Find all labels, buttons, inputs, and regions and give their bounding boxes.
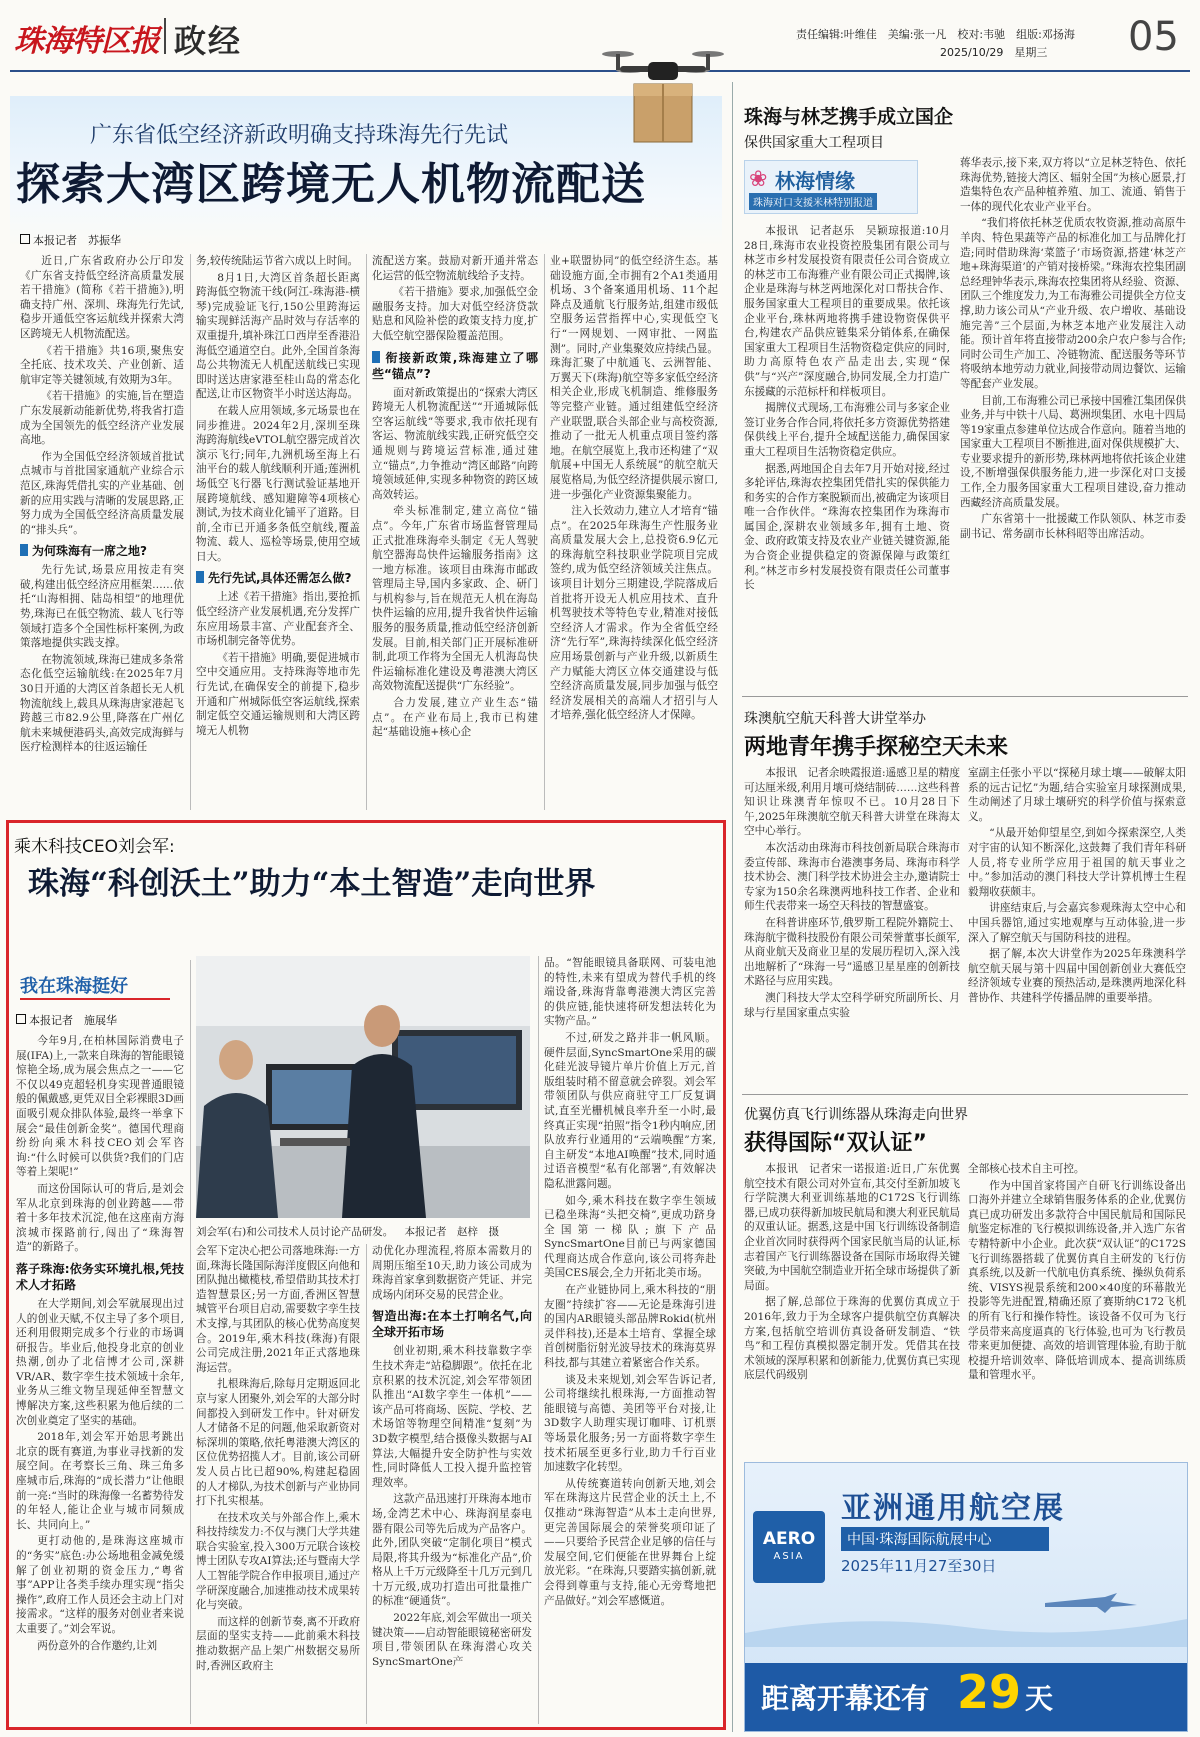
ad-dates: 2025年11月27至30日: [841, 1557, 997, 1575]
masthead-divider: [164, 18, 166, 54]
feature-col-4: [544, 956, 716, 1724]
lz-col-2: [960, 156, 1186, 688]
feature-paragraph: 会军下定决心把公司落地珠海:一方面,珠海长隆国际海洋度假区向他和团队抛出橄榄枝,希望借助其技术打造智慧景区;另一方面,香洲区智慧城管平台项目启动,需要数字孪生技术支撑,与其团队的核心优势高度契合。2019年,乘木科技(珠海)有限公司完成注册,2021年正式落地珠海运营。: [196, 1245, 360, 1374]
section-rule: [742, 1094, 1188, 1095]
feature-paragraph: 创业初期,乘木科技靠数字孪生技术奔走“站稳脚跟”。依托在北京积累的技术沉淀,刘会军带领团队推出“AI数字孪生一体机”——该产品可将商场、医院、学校、艺术场馆等物理空间精准“复刻”为3D数字模型,结合摄像头数据与AI算法,大幅提升安全防护性与实效性,同时降低人工投入提升监控管理效率。: [372, 1345, 532, 1489]
lead-paragraph: 注入长效动力,建立人才培育“锚点”。在2025年珠海生产性服务业高质量发展大会上,总投资6.9亿元的珠海航空科技职业学院项目完成签约,成为低空经济领域关注焦点。该项目计划分三期建设,学院落成后首批将开设无人机应用技术、直升机驾驶技术等特色专业,精准对接低空经济人才需求。作为全省低空经济“先行军”,珠海持续深化低空经济应用场景创新与产业升级,以新质生产力赋能大湾区立体交通建设与低空经济高质量发展,同步加强与低空经济发展相关的高端人才招引与人才培养,强化低空经济人才保障。: [550, 505, 718, 722]
lz-badge-sub: 珠海对口支援米林特别报道: [749, 193, 877, 210]
lead-col-4: [550, 254, 718, 810]
space-paragraph: 讲座结束后,与会嘉宾参观珠海太空中心和中国兵器馆,通过实地观摩与互动体验,进一步深入了解空航天与国防科技的进程。: [968, 902, 1186, 944]
space-title: 两地青年携手探秘空天未来: [744, 735, 1009, 760]
byline-box-icon: [16, 1014, 26, 1024]
lz-series-badge: [744, 160, 918, 214]
lead-paragraph: 合力发展,建立产业生态“锚点”。在产业布局上,我市已构建起“基础设施+核心企: [372, 697, 538, 739]
lead-subhead-3-text: 衔接新政策,珠海建立了哪些“锚点”?: [372, 350, 538, 381]
feature-paragraph: 2018年,刘会军开始思考跳出北京的既有赛道,为事业寻找新的发展空间。在考察长三角、珠三角多座城市后,珠海的“成长潜力”让他眼前一亮:“当时的珠海像一名蓄势待发的年轻人,能让企业与城市同频成长、共同向上。”: [16, 1431, 184, 1531]
flower-icon: ❀: [749, 167, 768, 192]
column-rule: [190, 254, 191, 810]
feature-paragraph: 在产业链协同上,乘木科技的“朋友圈”持续扩容——无论是珠海引进的国内AR眼镜头部品牌Rokid(杭州灵伴科技),还是本土培育、掌握全球首创树脂衍射光波导技术的珠海莫界科技,都与其建立着紧密合作关系。: [544, 1284, 716, 1370]
column-rule: [544, 254, 545, 810]
feature-col-3: [372, 1244, 532, 1724]
subhead-marker-icon: [20, 544, 28, 556]
lead-paragraph: 务,较传统陆运节省六成以上时间。: [196, 255, 359, 267]
countdown-days: 29: [957, 1665, 1022, 1719]
lead-paragraph: 《若干措施》的实施,旨在塑造广东发展新动能新优势,将我省打造成为全国领先的低空经济产业发展高地。: [20, 390, 184, 447]
lead-byline: [20, 232, 121, 248]
newspaper-logo: 珠海特区报: [14, 24, 159, 59]
lead-paragraph: 面对新政策提出的“探索大湾区跨境无人机物流配送”“开通城际低空客运航线”等要求,我市依托现有客运、物流航线实践,正研究低空交通规则与跨境运营标准,通过建立“锚点”,力争推动“湾区邮路”向跨境领域延伸,实现多种物资的跨区域高效转运。: [372, 386, 538, 501]
ad-title: 亚洲通用航空展: [841, 1491, 1065, 1526]
lead-col-3: [372, 254, 538, 810]
feature-paragraph: 扎根珠海后,除每月定期返回北京与家人团聚外,刘会军的大部分时间都投入到研发工作中。针对研发人才储备不足的问题,他采取新资对标深圳的策略,依托粤港澳大湾区的区位优势招揽人才。目前,该公司研发人员占比已超90%,构建起稳固的人才梯队,为技术创新与产业协同打下扎实根基。: [196, 1378, 360, 1508]
aero-logo-sub: ASIA: [773, 1551, 805, 1562]
airshow-ad[interactable]: [744, 1462, 1188, 1732]
space-col-1: [744, 766, 960, 1088]
subhead-marker-icon: [372, 351, 380, 363]
lz-paragraph: 广东省第十一批援藏工作队领队、林芝市委副书记、常务副市长林科昭等出席活动。: [960, 513, 1186, 540]
lead-byline-text: 本报记者 苏振华: [33, 234, 121, 247]
feature-paragraph: 在大学期间,刘会军就展现出过人的创业天赋,不仅主导了多个项目,还利用假期完成多个行业的市场调研报告。毕业后,他投身北京的创业热潮,创办了北信博才公司,深耕VR/AR、数字孪生技术领域十余年,业务从三维文物呈现延伸至智慧文博解决方案,这些积累为他后续的二次创业奠定了坚实的基础。: [16, 1297, 184, 1427]
lead-paragraph: 先行先试,场景应用按走有突破,构建出低空经济应用框架……依托“山海相拥、陆岛相望”的地理优势,珠海已在低空物流、载人飞行等领域打造多个全国性标杆案例,为政策落地提供实践支撑。: [20, 564, 184, 650]
lead-subhead-1-text: 为何珠海有一席之地?: [32, 544, 147, 559]
space-paragraph: “从最开始仰望星空,到如今探索深空,人类对宇宙的认知不断深化,这鼓舞了我们青年科研人员,将专业所学应用于祖国的航天事业之中。”参加活动的澳门科技大学计算机博士生程毅翔收获颇丰。: [968, 827, 1186, 898]
space-paragraph: 本次活动由珠海市科技创新局联合珠海市委宣传部、珠海市台港澳事务局、珠海市科学技术协会、澳门科学技术协进会主办,邀请院士专家为150余名珠澳两地科技工作者、企业和师生代表带来一场空天科技的智慧盛宴。: [744, 841, 960, 913]
lead-paragraph: 《若干措施》共16项,聚焦安全托底、技术攻关、产业创新、适航审定等关键领域,有效期为3年。: [20, 344, 184, 386]
sim-title: 获得国际“双认证”: [744, 1131, 927, 1156]
lz-title: 珠海与林芝携手成立国企: [744, 106, 954, 128]
space-paragraph: 室副主任张小平以“探秘月球土壤——破解太阳系的远古记忆”为题,结合实验室月球探测成果,生动阐述了月球土壤研究的科学价值与探索意义。: [968, 767, 1186, 823]
aero-asia-logo: [753, 1511, 825, 1583]
drone-illustration: [600, 40, 726, 160]
feature-paragraph: 这款产品迅速打开珠海本地市场,金湾艺术中心、珠海润星泰电器有限公司等先后成为产品客户。此外,团队突破“定制化项目”模式局限,将其升级为“标准化产品”,价格从上千万元级降至十几万元到几十万元级,成功打造出可批量推广的标准“硬通货”。: [372, 1493, 532, 1608]
right-column-rule: [732, 82, 733, 1732]
lead-paragraph: 8月1日,大湾区首条超长距离跨海低空物流干线(阿江-珠海港-横琴)完成验证飞行,150公里跨海运输实现鲜活海产品时效与存活率的双重提升,填补珠江口西岸至香港沿海低空通道空白。此外,全国首条海岛公共物流无人机配送航线已实现即时送达唐家港至桂山岛的常态化配送,让市区物资半小时送达海岛。: [196, 271, 360, 401]
sim-paragraph: 作为中国首家将国产自研飞行训练设备出口海外并建立全球销售服务体系的企业,优翼仿真已成功研发出多款符合中国民航局和国际民航鉴定标准的飞行模拟训练设备,并入选广东省专精特新中小企业。此次获“双认证”的C172S飞行训练器搭载了优翼仿真自主研发的飞行仿真系统,以及新一代航电仿真系统、操纵负荷系统、VISYS视景系统和200×40度的环幕散光投影等先进配置,精确还原了赛斯纳C172飞机的所有飞行和操作特性。该设备不仅可为飞行学员带来高度逼真的飞行体验,也可为飞行教员带来更加便捷、高效的培训管理体验,有助于航校提升培训效率、降低培训成本、提高训练质量和管理水平。: [968, 1179, 1186, 1382]
countdown-bar: [745, 1663, 1187, 1731]
lz-paragraph: 揭牌仪式现场,工布海雅公司与多家企业签订业务合作合同,将依托多方资源优势搭建保供线上平台,提升全域配送能力,确保国家重大工程项目生活物资稳定供应。: [744, 402, 950, 458]
lead-paragraph: 《若干措施》要求,加强低空金融服务支持。加大对低空经济贷款贴息和风险补偿的政策支持力度,扩大低空航空器保险覆盖范围。: [372, 286, 538, 342]
page-number: 05: [1128, 14, 1179, 60]
column-rule: [366, 254, 367, 810]
editors-credit: 责任编辑:叶维佳 美编:张一凡 校对:韦驰 组版:邓扬海: [796, 28, 1075, 41]
feature-paragraph: 如今,乘木科技在数字孪生领域已稳坐珠海“头把交椅”,更成功跻身全国第一梯队;旗下产品SyncSmartOne目前已与两家德国代理商达成合作意向,该公司将奔赴美国CES展会,全力开拓北美市场。: [544, 1194, 716, 1280]
feature-paragraph: 两份意外的合作邀约,让刘: [37, 1639, 158, 1652]
feature-headline: 珠海“科创沃土”助力“本土智造”走向世界: [28, 866, 596, 902]
lead-paragraph: 作为全国低空经济领域首批试点城市与首批国家通航产业综合示范区,珠海凭借扎实的产业基础、创新的应用实践与清晰的发展思路,正努力成为全国低空经济高质量发展的“排头兵”。: [20, 450, 184, 536]
lead-paragraph: 近日,广东省政府办公厅印发《广东省支持低空经济高质量发展若干措施》(简称《若干措施》),明确支持广州、深圳、珠海先行先试,稳步开通低空客运航线并探索大湾区跨境无人机物流配送。: [20, 255, 184, 340]
byline-box-icon: [20, 234, 30, 244]
feature-paragraph: 在技术攻关与外部合作上,乘木科技持续发力:不仅与澳门大学共建联合实验室,投入300万元联合该校博士团队专攻AI算法;还与暨南大学人工智能学院合作申报项目,通过产学研深度融合,加速推动技术成果转化与突破。: [196, 1511, 360, 1612]
feature-paragraph: 动优化办理流程,将原本需数月的周期压缩至10天,助力该公司成为珠海首家拿到数据资产凭证、并完成场内闭环交易的民营企业。: [372, 1245, 532, 1301]
sky-illustration: [745, 1583, 1187, 1647]
feature-paragraph: 而这份国际认可的背后,是刘会军从北京到珠海的创业跨越——带着十多年技术沉淀,他在这座南方海滨城市探路前行,闯出了“珠海智造”的新路子。: [16, 1182, 184, 1254]
lead-paragraph: 业+联盟协同”的低空经济生态。基础设施方面,全市拥有2个A1类通用机场、3个备案通用机场、11个起降点及通航飞行服务站,组建市级低空服务运营指挥中心,实现低空飞行“一网规划、一网审批、一网监测”。同时,产业集聚效应持续凸显。珠海汇聚了中航通飞、云洲智能、万翼天下(珠海)航空等多家低空经济相关企业,形成飞机制造、维修服务等完整产业链。通过组建低空经济产业联盟,联合头部企业与高校资源,推动了一批无人机重点项目签约落地。在航空展览上,我市还构建了“双航展+中国无人系统展”的航空航天展览格局,为低空经济提供展示窗口,进一步强化产业资源集聚能力。: [550, 255, 718, 501]
feature-paragraph: 品。“智能眼镜具备联网、可装电池的特性,未来有望成为替代手机的终端设备,珠海背靠粤港澳大湾区完善的供应链,能快速将研发想法转化为实物产品。”: [544, 957, 716, 1028]
column-rule: [538, 956, 539, 1724]
lz-paragraph: 据悉,两地国企自去年7月开始对接,经过多轮评估,珠海农控集团凭借扎实的保供能力和务实的合作方案脱颖而出,被确定为该项目唯一合作伙伴。“珠海农控集团作为珠海市属国企,深耕农业领域多年,拥有土地、资金、政府政策支持及农业产业链关键资源,能为合资企业提供稳定的资源保障与政策红利。”林芝市乡村发展投资有限责任公司董事长: [744, 462, 950, 592]
lz-badge-title: 林海情缘: [775, 169, 855, 193]
lz-paragraph: “我们将依托林芝优质农牧资源,推动高原牛羊肉、特色果蔬等产品的标准化加工与品牌化打造;同时借助珠海‘菜篮子’市场资源,搭建‘林芝产地+珠海渠道’的产销对接桥梁。”珠海农控集团副总经理钟华表示,珠海农控集团将从经验、资源、团队三个维度发力,为工布海雅公司提供全方位支撑,助力该公司从“产业升级、农户增收、基础设施完善”三个层面,为林芝本地产业发展注入动能。预计首年将直接带动200余户农户参与合作;同时公司生产加工、冷链物流、配送服务等环节将吸纳本地劳动力就业,间接带动周边餐饮、运输等配套产业发展。: [960, 217, 1186, 390]
ad-venue: 中国·珠海国际航展中心: [841, 1527, 1049, 1551]
lead-paragraph: 流配送方案。鼓励对新开通并常态化运营的低空物流航线给予支持。: [372, 255, 538, 282]
subhead-marker-icon: [196, 571, 204, 583]
section-title: 政经: [174, 22, 243, 60]
countdown-suffix: 天: [1025, 1682, 1054, 1715]
feature-paragraph: 今年9月,在柏林国际消费电子展(IFA)上,一款来自珠海的智能眼镜惊艳全场,成为展会焦点之一——它不仅以49克超轻机身实现普通眼镜般的佩戴感,更凭双目全彩裸眼3D画面吸引观众排队体验,最终一举拿下展会“最佳创新金奖”。德国代理商纷纷向乘木科技CEO刘会军咨询:“什么时候可以供货?我们的门店等着上架呢!”: [16, 1035, 184, 1179]
lz-paragraph: 本报讯 记者赵乐 吴颖琼报道:10月28日,珠海市农业投资控股集团有限公司与林芝市乡村发展投资有限责任公司合资成立的林芝市工布海雅产业有限公司正式揭牌,该企业是珠海与林芝两地深化对口帮扶合作、服务国家重大工程项目的重要成果。依托该企业平台,珠林两地将携手建设物资保供平台,构建农产品供应链集采分销体系,在确保国家重大工程项目生活物资稳定供应的同时,助力高原特色农产品走出去,实现“保供”与“兴产”深度融合,协同发展,全力打造广东援藏的示范标杆和样板项目。: [744, 225, 950, 398]
space-paragraph: 本报讯 记者余映霞报道:遥感卫星的精度可达厘米级,利用月壤可烧结制砖……这些科普知识让珠澳青年惊叹不已。10月28日下午,2025年珠澳航空航天科普大讲堂在珠海太空中心举行。: [744, 767, 960, 838]
sim-paragraph: 全部核心技术自主可控。: [968, 1163, 1085, 1175]
feature-kicker: 乘木科技CEO刘会军:: [14, 837, 175, 857]
column-tag-underline: [20, 998, 170, 1000]
feature-paragraph: 不过,研发之路并非一帆风顺。硬件层面,SyncSmartOne采用的碳化硅光波导镜片单片价值上万元,首版组装时稍不留意就会碎裂。刘会军带领团队与供应商驻守工厂反复调试,直至光栅机械良率升至一小时,最终真正实现“拍照”指令1秒内响应,团队放弃行业通用的“云端唤醒”方案,自主研发“本地AI唤醒”技术,同时通过语音模型“私有化部署”,有效解决隐私泄露问题。: [544, 1031, 716, 1190]
lead-paragraph: 《若干措施》明确,要促进城市空中交通应用。支持珠海等地市先行先试,在确保安全的前提下,稳步开通和广州城际低空客运航线,探索制定低空交通运输规则和大湾区跨境无人机物: [196, 651, 360, 737]
lead-col-2: [196, 254, 360, 810]
space-col-2: [968, 766, 1186, 1088]
space-kicker: 珠澳航空航天科普大讲堂举办: [744, 711, 926, 727]
lead-paragraph: 在载人应用领域,多元场景也在同步推进。2024年2月,深圳至珠海跨海航线eVTOL航空器完成首次演示飞行;同年,九洲机场至海上石油平台的载人航线顺利开通;莲洲机场低空飞行器飞行测试验证基地开展跨境航线、感知避障等4项核心测试,为技术商业化铺平了道路。目前,全市已开通多条低空航线,覆盖物流、载人、巡检等场景,使用空域日大。: [196, 404, 360, 563]
feature-paragraph: 而这样的创新节奏,离不开政府层面的坚实支持——此前乘木科技推动数据产品上架广州数据交易所时,香洲区政府主: [196, 1615, 360, 1672]
lead-paragraph: 牵头标准制定,建立高位“锚点”。今年,广东省市场监督管理局正式批准珠海牵头制定《无人驾驶航空器海岛快件运输服务指南》这一地方标准。该项目由珠海市邮政管理局主导,国内多家政、企、研门与机构参与,旨在规范无人机在海岛快件运输的应用,提升我省快件运输服务的服务质量,推动低空经济创新发展。目前,相关部门正开展标准研制,此项工作将为全国无人机海岛快件运输标准化建设及粤港澳大湾区高效物流配送提供“广东经验”。: [372, 505, 538, 693]
issue-date: 2025/10/29 星期三: [940, 46, 1048, 59]
feature-paragraph: 2022年底,刘会军做出一项关键决策——启动智能眼镜秘密研发项目,带领团队在珠海潜心攻关SyncSmartOne产: [372, 1612, 532, 1668]
feature-byline: [16, 1012, 117, 1028]
lz-paragraph: 蒋华表示,接下来,双方将以“立足林芝特色、依托珠海优势,链接大湾区、辐射全国”为核心愿景,打造集特色农产品种植养殖、加工、流通、销售于一体的现代化农业产业平台。: [960, 157, 1186, 213]
lead-subhead-2: [196, 570, 360, 586]
feature-paragraph: 从传统赛道转向创新天地,刘会军在珠海这片民营企业的沃土上,不仅推动“珠海智造”从本土走向世界,更完善国际展会的荣誉奖项印证了——只要给予民营企业足够的信任与发展空间,它们便能在世界舞台上绽放光彩。“在珠海,只要踏实搞创新,就会得到尊重与支持,能心无旁骛地把产品做好。”刘会军感慨道。: [544, 1477, 716, 1607]
space-paragraph: 澳门科技大学太空科学研究所副所长、月球与行星国家重点实验: [744, 991, 960, 1019]
lead-paragraph: 上述《若干措施》指出,要抢抓低空经济产业发展机遇,充分发挥广东应用场景丰富、产业配套齐全、市场机制完备等优势。: [196, 591, 360, 648]
sim-paragraph: 据了解,总部位于珠海的优翼仿真成立于2016年,致力于为全球客户提供航空仿真解决方案,包括航空培训仿真设备研发制造、“铁鸟”和工程仿真模拟器定制开发。凭借其在技术领域的深厚积累和创新能力,优翼仿真已实现底层代码级别: [744, 1296, 960, 1382]
lead-subhead-3: [372, 350, 538, 382]
lead-paragraph: 在物流领域,珠海已建成多条常态化低空运输航线:在2025年7月30日开通的大湾区首条超长无人机物流航线上,载具从珠海唐家港起飞跨越三市82.9公里,降落在广州亿航未来城便港码头,高效完成海鲜与医疗检测样本的往返运输任: [20, 653, 184, 754]
sim-paragraph: 本报讯 记者宋一诺报道:近日,广东优翼航空技术有限公司对外宣布,其交付至新加坡飞行学院澳大利亚训练基地的C172S飞行训练器,已成功获得新加坡民航局和澳大利亚民航局的双重认证。据悉,这是中国飞行训练设备制造企业首次同时获得两个国家民航当局的认证,标志着国产飞行训练器设备在国际市场取得关键突破,为中国航空制造业开拓全球市场提供了新局面。: [744, 1163, 960, 1292]
feature-paragraph: 更打动他的,是珠海这座城市的“务实”底色:办公场地租金减免缓解了创业初期的资金压力,“粤省事”APP让各类手续办理实现“指尖操作”,政府工作人员还会主动上门对接需求。“这样的服务对创业者来说太重要了。”刘会军说。: [16, 1535, 184, 1635]
feature-byline-text: 本报记者 施展华: [29, 1014, 117, 1027]
column-rule: [366, 1244, 367, 1724]
lz-col-1: [744, 224, 950, 688]
photo-caption: [196, 1224, 530, 1239]
lz-paragraph: 目前,工布海雅公司已承接中国雅江集团保供业务,并与中铁十八局、葛洲坝集团、水电十四局等19家重点参建单位达成合作意向。随着当地的国家重大工程项目不断推进,面对保供规模扩大、专业要求提升的新形势,珠林两地将依托该企业建设,不断增强保供服务能力,进一步深化对口支援工作,全力服务国家重大工程项目建设,奋力推动西藏经济高质量发展。: [960, 394, 1186, 509]
section-rule: [742, 696, 1188, 697]
photo-caption-text: 刘会军(右)和公司技术人员讨论产品研发。: [196, 1226, 394, 1238]
lz-subtitle: 保供国家重大工程项目: [744, 135, 884, 151]
space-paragraph: 据了解,本次大讲堂作为2025年珠澳科学航空航天展与第十四届中国创新创业大赛低空经济领域专业赛的预热活动,是珠澳两地深化科普协作、共建科学传播品牌的重要举措。: [968, 948, 1186, 1004]
feature-col-2: [196, 1244, 360, 1724]
feature-photo: [196, 956, 530, 1218]
sim-col-2: [968, 1162, 1186, 1452]
lead-headline: 探索大湾区跨境无人机物流配送: [16, 159, 646, 210]
column-rule: [190, 960, 191, 1724]
space-paragraph: 在科普讲座环节,俄罗斯工程院外籍院士、珠海航宇微科技股份有限公司荣誉董事长颜军,从商业航天及商业卫星的发展历程切入,深入浅出地解析了“珠海一号”遥感卫星星座的创新技术路径与应用实践。: [744, 916, 960, 988]
countdown-prefix: 距离开幕还有: [761, 1682, 930, 1715]
feature-subhead-3: 智造出海:在本土打响名气,向全球开拓市场: [372, 1309, 532, 1340]
feature-col-1: [16, 1034, 184, 1724]
column-tag: [16, 968, 174, 1004]
lead-subhead-1: [20, 543, 184, 559]
feature-paragraph: 谈及未来规划,刘会军告诉记者,公司将继续扎根珠海,一方面推动智能眼镜与高德、美团等平台对接,让3D数字人助理实现订咖啡、订机票等场景化服务;另一方面将数字孪生技术拓展至更多行业,助力千行百业加速数字化转型。: [544, 1373, 716, 1474]
lead-col-1: [20, 254, 184, 810]
photo-credit: 本报记者 赵梓 摄: [404, 1226, 500, 1238]
sim-kicker: 优翼仿真飞行训练器从珠海走向世界: [744, 1107, 968, 1123]
column-tag-text: 我在珠海挺好: [20, 976, 128, 997]
lead-subhead-2-text: 先行先试,具体还需怎么做?: [208, 571, 352, 586]
feature-subhead-1: 落子珠海:依务实环境扎根,凭技术人才拓路: [16, 1261, 184, 1292]
aero-logo-text: AERO: [762, 1529, 816, 1549]
lead-kicker: 广东省低空经济新政明确支持珠海先行先试: [90, 123, 509, 148]
sim-col-1: [744, 1162, 960, 1452]
